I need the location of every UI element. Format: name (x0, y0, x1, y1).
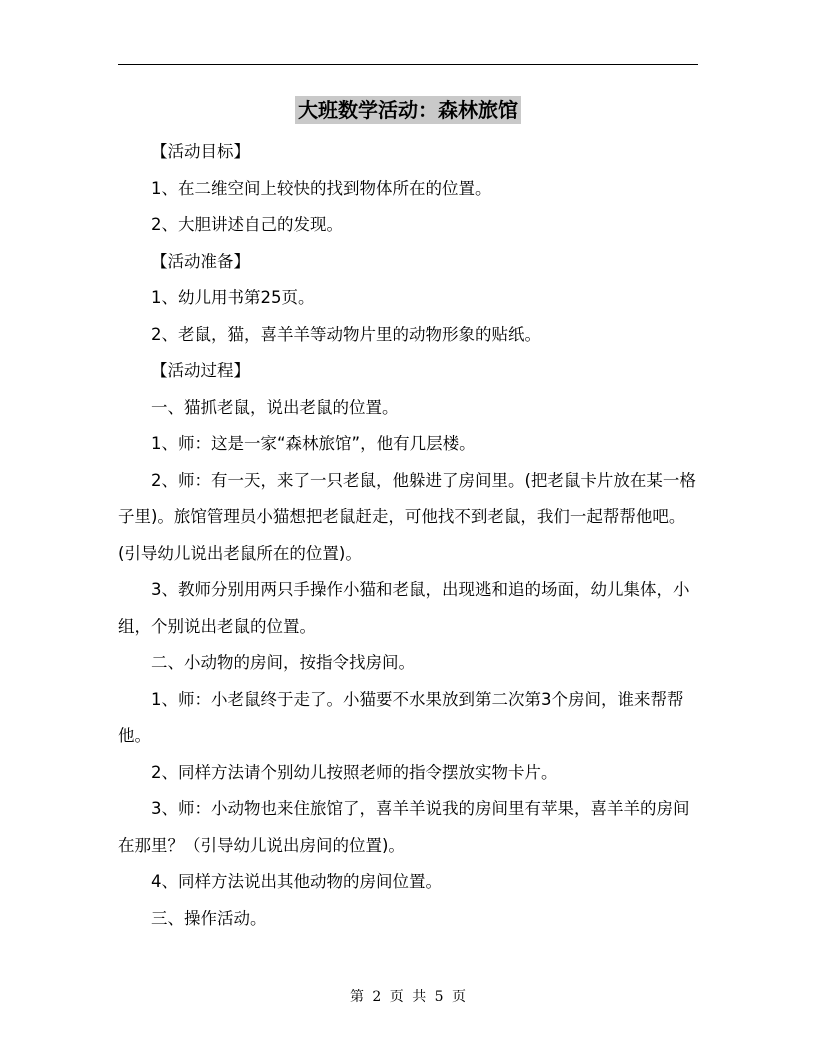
paragraph: 2、大胆讲述自己的发现。 (151, 215, 343, 234)
paragraph: 4、同样方法说出其他动物的房间位置。 (151, 872, 442, 891)
document-body (118, 134, 698, 937)
paragraph: 3、教师分别用两只手操作小猫和老鼠，出现逃和追的场面，幼儿集体，小组，个别说出老鼠的位置。 (118, 580, 690, 636)
paragraph: 1、师：小老鼠终于走了。小猫要不水果放到第二次第3个房间，谁来帮帮他。 (118, 689, 684, 745)
paragraph: 2、老鼠，猫，喜羊羊等动物片里的动物形象的贴纸。 (151, 324, 541, 344)
paragraph: 1、师：这是一家“森林旅馆”，他有几层楼。 (151, 434, 476, 453)
header-rule (118, 64, 698, 65)
page-number-footer: 第 2 页 共 5 页 (349, 989, 467, 1005)
paragraph: 1、在二维空间上较快的找到物体所在的位置。 (151, 178, 492, 198)
document-title: 大班数学活动：森林旅馆 (295, 96, 521, 124)
section-heading-process: 【活动过程】 (151, 361, 250, 380)
paragraph: 3、师：小动物也来住旅馆了，喜羊羊说我的房间里有苹果，喜羊羊的房间在那里？（引导幼儿说出房间的位置)。 (118, 799, 690, 855)
section-heading-goals: 【活动目标】 (151, 142, 250, 161)
paragraph: 二、小动物的房间，按指令找房间。 (151, 653, 415, 672)
section-heading-preparation: 【活动准备】 (151, 251, 250, 271)
paragraph: 2、师：有一天，来了一只老鼠，他躲进了房间里。(把老鼠卡片放在某一格子里)。旅馆管理员小猫想把老鼠赶走，可他找不到老鼠，我们一起帮帮他吧。(引导幼儿说出老鼠所在的位置)。 (118, 470, 696, 563)
title-container (0, 96, 816, 124)
paragraph: 三、操作活动。 (151, 908, 267, 928)
paragraph: 一、猫抓老鼠，说出老鼠的位置。 (151, 397, 399, 417)
paragraph: 1、幼儿用书第25页。 (151, 288, 315, 307)
paragraph: 2、同样方法请个别幼儿按照老师的指令摆放实物卡片。 (151, 762, 558, 782)
